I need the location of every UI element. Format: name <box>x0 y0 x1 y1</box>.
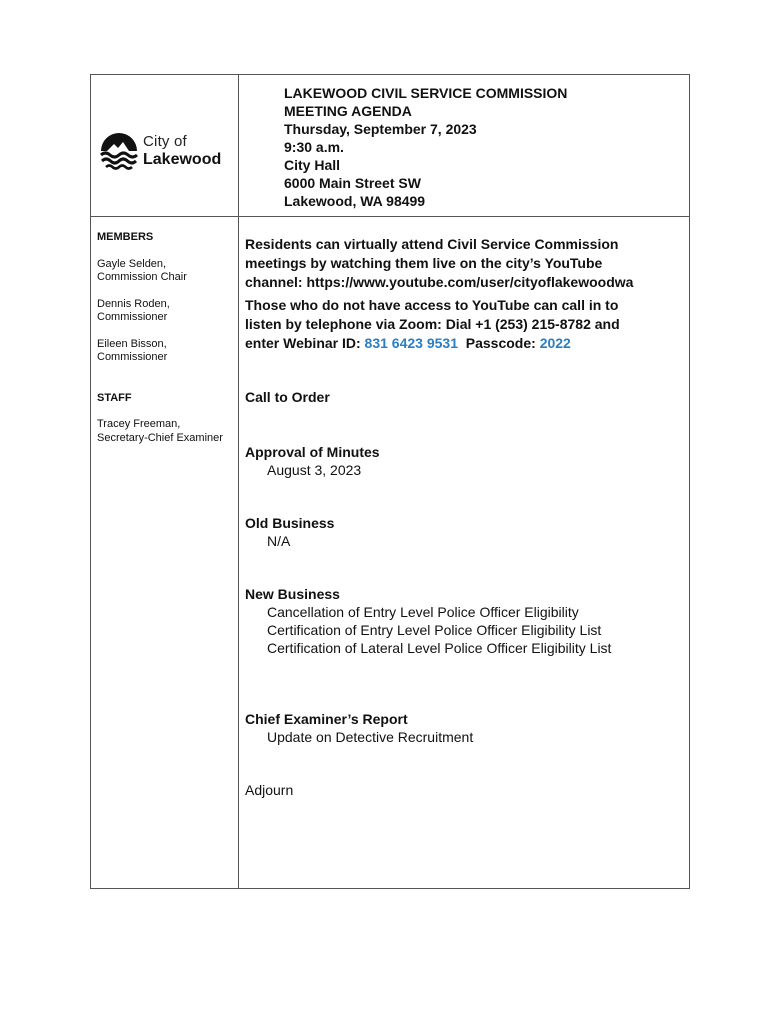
lakewood-mountain-wave-icon <box>99 131 139 171</box>
notice-line <box>245 334 685 353</box>
member-role: Commissioner <box>97 311 168 323</box>
passcode-label: Passcode: <box>457 335 540 351</box>
header-divider <box>91 216 689 217</box>
logo-city-text: City of <box>143 133 187 150</box>
header-line: City Hall <box>284 157 341 173</box>
staff-entry <box>97 418 235 445</box>
notice-line: listen by telephone via Zoom: Dial +1 (253) 215-8782 and <box>245 316 620 332</box>
chief-examiner-report-title: Chief Examiner’s Report <box>245 711 408 727</box>
new-business-title: New Business <box>245 586 340 602</box>
member-role: Commissioner <box>97 351 168 363</box>
header-line: Thursday, September 7, 2023 <box>284 121 477 137</box>
logo-name-text: Lakewood <box>143 151 222 168</box>
approval-item: August 3, 2023 <box>267 462 362 478</box>
new-business-item: Certification of Entry Level Police Officer Eligibility List <box>267 622 602 638</box>
notice-line: Residents can virtually attend Civil Service Commission <box>245 236 619 252</box>
passcode-link[interactable]: 2022 <box>539 335 571 351</box>
notice-line: meetings by watching them live on the city’s YouTube <box>245 255 603 271</box>
column-divider <box>238 75 239 888</box>
notice-line: Those who do not have access to YouTube can call in to <box>245 297 619 313</box>
member-name: Eileen Bisson, <box>97 337 167 350</box>
header-line: 9:30 a.m. <box>284 139 344 155</box>
header-line: LAKEWOOD CIVIL SERVICE COMMISSION <box>284 85 568 101</box>
staff-name: Tracey Freeman, <box>97 418 181 430</box>
approval-title: Approval of Minutes <box>245 444 380 460</box>
agenda-body <box>245 235 685 799</box>
agenda-frame <box>90 74 690 889</box>
report-item: Update on Detective Recruitment <box>267 729 474 745</box>
sidebar <box>97 231 235 445</box>
notice-line: channel: https://www.youtube.com/user/cityoflakewoodwa <box>245 274 634 290</box>
member-entry <box>97 298 235 325</box>
webinar-id-link[interactable]: 831 6423 9531 <box>364 335 458 351</box>
adjourn-text: Adjourn <box>245 782 294 798</box>
webinar-label: enter Webinar ID: <box>245 335 365 351</box>
youtube-notice <box>245 235 685 292</box>
staff-heading: STAFF <box>97 391 132 404</box>
member-role: Commission Chair <box>97 271 187 283</box>
zoom-notice <box>245 296 685 353</box>
new-business-item: Cancellation of Entry Level Police Officer Eligibility <box>267 604 579 620</box>
old-business-title: Old Business <box>245 515 335 531</box>
header-line: MEETING AGENDA <box>284 103 412 119</box>
member-entry <box>97 338 235 365</box>
header-line: Lakewood, WA 98499 <box>284 193 426 209</box>
member-entry <box>97 258 235 285</box>
call-to-order-title: Call to Order <box>245 389 330 405</box>
member-name: Gayle Selden, <box>97 257 167 270</box>
new-business-item: Certification of Lateral Level Police Officer Eligibility List <box>267 640 612 656</box>
members-heading: MEMBERS <box>97 231 154 243</box>
city-logo <box>99 131 229 173</box>
meeting-header <box>284 84 567 210</box>
old-business-item: N/A <box>267 533 291 549</box>
header-line: 6000 Main Street SW <box>284 175 421 191</box>
member-name: Dennis Roden, <box>97 297 170 310</box>
staff-role: Secretary-Chief Examiner <box>97 431 223 444</box>
